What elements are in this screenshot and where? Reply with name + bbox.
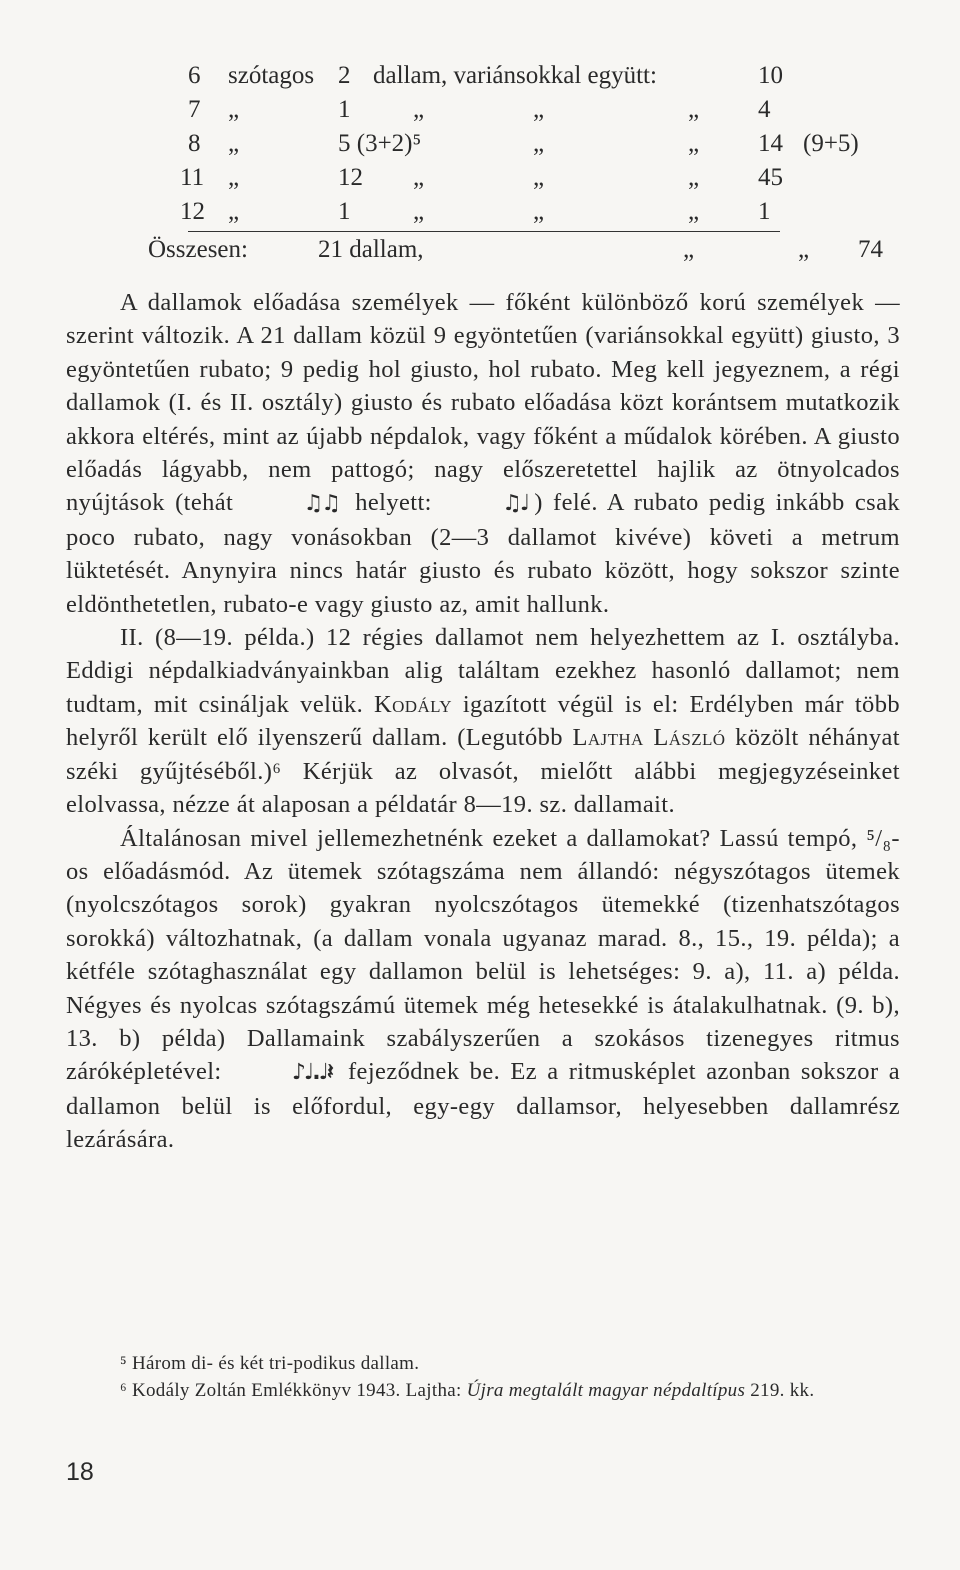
table-row (180, 164, 888, 198)
syllable-count: 6 (188, 62, 201, 89)
body-text (66, 286, 900, 1157)
paragraph (66, 822, 900, 1157)
total-count: 1 (758, 198, 771, 225)
footnote-5: ⁵ Három di- és két tri-podikus dallam. (120, 1353, 420, 1374)
ditto-mark: „ (798, 236, 810, 263)
ditto-mark: „ (228, 198, 240, 225)
ditto-mark: „ (533, 164, 545, 191)
paragraph-text: II. (8—19. példa.) 12 régies dallamot nem helyezhettem az I. osztályba. Eddigi népdalkiadványainkban alig találtam ezekhez hasonló dallamot; nem tudtam, mit csináljak velük. (66, 624, 900, 718)
footnotes (66, 1350, 900, 1404)
ditto-mark: „ (228, 130, 240, 157)
table-row (188, 130, 888, 164)
author-name: Lajtha László (572, 724, 726, 752)
paragraph (66, 286, 900, 621)
music-notes-icon: ♫♩ (502, 491, 529, 517)
total-melodies: 21 dallam, (318, 236, 424, 263)
total-sum: 74 (858, 236, 883, 263)
total-count: 10 (758, 62, 783, 89)
table-row (188, 62, 888, 96)
ditto-mark: „ (533, 96, 545, 123)
melody-count: 12 (338, 164, 363, 191)
ditto-mark: „ (688, 198, 700, 225)
syllable-count: 7 (188, 96, 201, 123)
total-count: 45 (758, 164, 783, 191)
paragraph-text: ) felé. A rubato pedig inkább csak poco rubato, nagy vonásokban (2—3 dallamot kivéve) követi a metrum lüktetését. Anynyira nincs határ giusto és rubato között, hogy sokszor szinte eldönthetetlen, rubato-e vagy giusto az, amit hallunk. (66, 489, 901, 618)
paragraph (66, 621, 900, 821)
summary-table (180, 62, 888, 232)
total-label: Összesen: (148, 236, 248, 263)
melody-count: 5 (3+2)⁵ (338, 130, 422, 157)
ditto-mark: „ (413, 96, 425, 123)
syllable-count: 11 (180, 164, 205, 191)
table-total-row (148, 236, 888, 270)
ditto-mark: „ (683, 236, 695, 263)
total-count: 4 (758, 96, 771, 123)
melody-count: 1 (338, 96, 351, 123)
paragraph-text: igazított végül is el: Erdélyben már több helyről került elő ilyenszerű dallam. (Legutóbb (66, 690, 900, 752)
syllable-count: 8 (188, 130, 201, 157)
ditto-mark: „ (228, 96, 240, 123)
footnote-text: 219. kk. (750, 1380, 815, 1401)
melody-count: 2 (338, 62, 351, 89)
ditto-mark: „ (228, 164, 240, 191)
paragraph-text: A dallamok előadása személyek — főként különböző korú személyek — szerint változik. A 21 dallam közül 9 egyöntetűen (variánsokkal együtt) giusto, 3 egyöntetűen rubato; 9 pedig hol giusto, hol rubato. Meg kell jegyeznem, a régi dallamok (I. és II. osztály) giusto és rubato előadása közt korántsem mutatkozik akkora eltérés, mint az újabb népdalok, vagy főként a műdalok körében. A giusto előadás lágyabb, nem pattogó; nagy előszeretettel hajlik az ötnyolcados nyújtások (tehát (66, 289, 900, 517)
music-notes-icon: ♫♫ (303, 491, 339, 517)
ditto-mark: „ (688, 96, 700, 123)
breakdown: (9+5) (803, 130, 859, 157)
ditto-mark: „ (413, 198, 425, 225)
footnote-6 (66, 1377, 900, 1404)
table-row (180, 198, 888, 232)
music-notes-icon: ♪♩.♩𝄽 (291, 1060, 332, 1086)
paragraph-text: fejeződnek be. Ez a ritmusképlet azonban sokszor a dallamon belül is előfordul, egy-egy dallamsor, helyesebben dallamrész lezárására. (66, 1058, 900, 1154)
ditto-mark: „ (533, 198, 545, 225)
footnote-title: Újra megtalált magyar népdaltípus (466, 1380, 746, 1401)
melody-count: 1 (338, 198, 351, 225)
paragraph-text: közölt néhányat széki gyűjtéséből.)⁶ Kérjük az olvasót, mielőtt alábbi megjegyzéseinket elolvassa, nézze át alaposan a példatár 8—19. sz. dallamait. (66, 724, 900, 819)
author-name: Kodály (374, 690, 452, 718)
ditto-mark: „ (688, 130, 700, 157)
ditto-mark: „ (688, 164, 700, 191)
syllable-count: 12 (180, 198, 205, 225)
ditto-mark: „ (533, 130, 545, 157)
footnote-text: ⁶ Kodály Zoltán Emlékkönyv 1943. Lajtha: (120, 1380, 462, 1401)
unit-word: szótagos (228, 62, 315, 89)
table-row (188, 96, 888, 130)
ditto-mark: „ (413, 164, 425, 191)
paragraph-text: helyett: (355, 489, 432, 517)
total-count: 14 (758, 130, 783, 157)
paragraph-text: Általánosan mivel jellemezhetnénk ezeket a dallamokat? Lassú tempó, ⁵/₈-os előadásmód. Az ütemek szótagszáma nem állandó: négyszótagos ütemek (nyolcszótagos sorok) gyakran nyolcszótagos ütemekké (tizenhatszótagos sorokká) változhatnak, (a dallam vonala ugyanaz marad. 8., 15., 19. példa); a kétféle szótaghasználat egy dallamon belül is lehetséges: 9. a), 11. a) példa. Négyes és nyolcas szótagszámú ütemek még hetesekké is átalakulhatnak. (9. b), 13. b) példa) Dallamaink szabályszerűen a szokásos tizenegyes ritmus záróképletével: (66, 824, 900, 1086)
page-number: 18 (66, 1458, 94, 1486)
sum-rule (188, 231, 780, 232)
row-label: dallam, variánsokkal együtt: (373, 62, 657, 89)
